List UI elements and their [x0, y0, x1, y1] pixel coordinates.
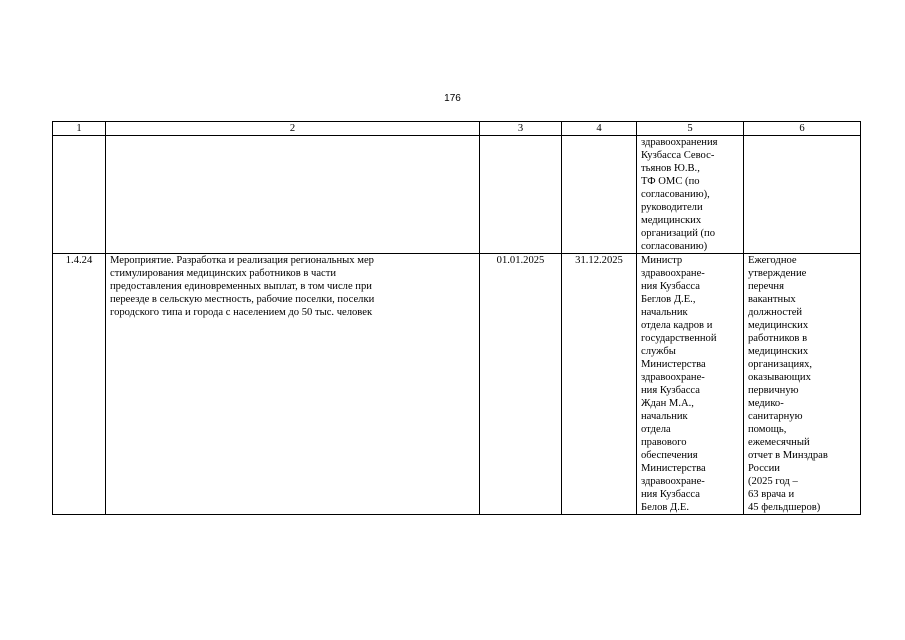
result-line: 63 врача и [748, 489, 795, 500]
result-line: должностей [748, 307, 803, 318]
result-line: организациях, [748, 359, 813, 370]
result-line: медицинских [748, 346, 809, 357]
cell-result [744, 254, 861, 515]
responsible-line: отдела [641, 424, 671, 435]
result-line: вакантных [748, 294, 796, 305]
responsible-line: медицинских [641, 215, 702, 226]
result-line: медицинских [748, 320, 809, 331]
description-line: предоставления единовременных выплат, в том числе при [110, 281, 372, 292]
cell-responsible [637, 136, 744, 254]
responsible-line: службы [641, 346, 676, 357]
responsible-line: обеспечения [641, 450, 698, 461]
responsible-line: тьянов Ю.В., [641, 163, 700, 174]
result-line: ежемесячный [748, 437, 810, 448]
header-cell: 2 [106, 122, 480, 136]
cell-description [106, 136, 480, 254]
table-header-row [53, 122, 861, 136]
responsible-line: Ждан М.А., [641, 398, 694, 409]
description-line: Мероприятие. Разработка и реализация региональных мер [110, 255, 374, 266]
cell-end-date [562, 136, 637, 254]
responsible-line: ния Кузбасса [641, 385, 700, 396]
result-line: 45 фельдшеров) [748, 502, 821, 513]
table-row [53, 254, 861, 515]
result-line: медико- [748, 398, 784, 409]
cell-responsible [637, 254, 744, 515]
result-line: Ежегодное [748, 255, 797, 266]
header-cell: 3 [480, 122, 562, 136]
result-line: (2025 год – [748, 476, 798, 487]
responsible-line: ния Кузбасса [641, 489, 700, 500]
responsible-line: руководители [641, 202, 703, 213]
cell-number: 1.4.24 [53, 254, 106, 515]
measures-table [52, 121, 861, 515]
description-line: городского типа и города с населением до 50 тыс. человек [110, 307, 373, 318]
responsible-line: Кузбасса Севос- [641, 150, 715, 161]
result-line: помощь, [748, 424, 787, 435]
result-line: перечня [748, 281, 784, 292]
responsible-line: организаций (по [641, 228, 716, 239]
responsible-line: здравоохране- [641, 268, 705, 279]
responsible-line: начальник [641, 411, 688, 422]
header-cell: 6 [744, 122, 861, 136]
responsible-line: Министерства [641, 463, 706, 474]
responsible-line: правового [641, 437, 687, 448]
cell-number [53, 136, 106, 254]
cell-start-date: 01.01.2025 [480, 254, 562, 515]
responsible-line: государственной [641, 333, 717, 344]
header-cell: 5 [637, 122, 744, 136]
responsible-line: ния Кузбасса [641, 281, 700, 292]
header-cell: 4 [562, 122, 637, 136]
result-line: России [748, 463, 780, 474]
cell-result [744, 136, 861, 254]
cell-description [106, 254, 480, 515]
responsible-line: Белов Д.Е. [641, 502, 690, 513]
page-number: 176 [444, 93, 461, 104]
responsible-line: Беглов Д.Е., [641, 294, 696, 305]
result-line: отчет в Минздрав [748, 450, 828, 461]
table-row [53, 136, 861, 254]
responsible-line: здравоохране- [641, 476, 705, 487]
result-line: санитарную [748, 411, 803, 422]
responsible-line: начальник [641, 307, 688, 318]
description-line: стимулирования медицинских работников в части [110, 268, 337, 279]
responsible-line: здравоохране- [641, 372, 705, 383]
responsible-line: согласованию) [641, 241, 708, 252]
responsible-line: ТФ ОМС (по [641, 176, 700, 187]
result-line: оказывающих [748, 372, 811, 383]
responsible-line: отдела кадров и [641, 320, 713, 331]
header-cell: 1 [53, 122, 106, 136]
result-line: первичную [748, 385, 799, 396]
responsible-line: согласованию), [641, 189, 710, 200]
responsible-line: Министерства [641, 359, 706, 370]
responsible-line: здравоохранения [641, 137, 718, 148]
description-line: переезде в сельскую местность, рабочие поселки, поселки [110, 294, 375, 305]
result-line: работников в [748, 333, 808, 344]
result-line: утверждение [748, 268, 807, 279]
responsible-line: Министр [641, 255, 683, 266]
cell-end-date: 31.12.2025 [562, 254, 637, 515]
cell-start-date [480, 136, 562, 254]
